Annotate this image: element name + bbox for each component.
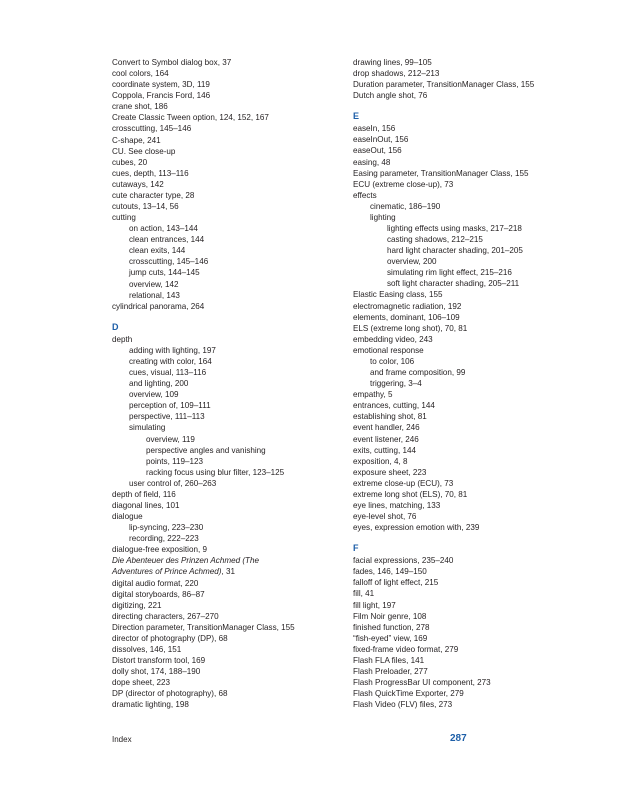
index-entry: overview, 109 bbox=[129, 390, 179, 400]
index-entry: Flash QuickTime Exporter, 279 bbox=[353, 689, 464, 699]
index-entry: exits, cutting, 144 bbox=[353, 445, 416, 455]
index-entry: Dutch angle shot, 76 bbox=[353, 91, 428, 101]
footer-section-label: Index bbox=[112, 735, 132, 744]
index-entry: extreme long shot (ELS), 70, 81 bbox=[353, 489, 468, 499]
index-entry: cutting bbox=[112, 213, 136, 223]
index-entry: facial expressions, 235–240 bbox=[353, 556, 454, 566]
index-entry: Flash FLA files, 141 bbox=[353, 655, 425, 665]
index-entry-pages: , 31 bbox=[221, 567, 235, 577]
index-entry: Elastic Easing class, 155 bbox=[353, 290, 443, 300]
index-entry: triggering, 3–4 bbox=[370, 379, 422, 389]
page-number: 287 bbox=[450, 733, 467, 744]
index-entry: elements, dominant, 106–109 bbox=[353, 312, 460, 322]
index-entry: fill, 41 bbox=[353, 589, 375, 599]
index-entry: fixed-frame video format, 279 bbox=[353, 644, 459, 654]
index-entry: exposition, 4, 8 bbox=[353, 456, 408, 466]
index-entry: falloff of light effect, 215 bbox=[353, 578, 439, 588]
index-entry: empathy, 5 bbox=[353, 390, 393, 400]
index-entry: cutouts, 13–14, 56 bbox=[112, 202, 179, 212]
index-entry: finished function, 278 bbox=[353, 622, 430, 632]
index-entry: Easing parameter, TransitionManager Class, 155 bbox=[353, 168, 529, 178]
section-letter: E bbox=[353, 111, 360, 122]
index-entry: fades, 146, 149–150 bbox=[353, 567, 427, 577]
index-entry: overview, 119 bbox=[146, 434, 195, 444]
index-entry: cylindrical panorama, 264 bbox=[112, 301, 205, 311]
index-entry: clean entrances, 144 bbox=[129, 235, 205, 245]
index-entry: diagonal lines, 101 bbox=[112, 500, 180, 510]
index-entry: to color, 106 bbox=[370, 356, 415, 366]
index-entry: eye lines, matching, 133 bbox=[353, 500, 441, 510]
index-entry: lighting effects using masks, 217–218 bbox=[387, 224, 522, 234]
index-entry: user control of, 260–263 bbox=[129, 478, 217, 488]
index-entry: cues, depth, 113–116 bbox=[112, 168, 189, 178]
index-entry-title: Adventures of Prince Achmed) bbox=[112, 567, 222, 577]
index-entry: jump cuts, 144–145 bbox=[129, 268, 200, 278]
index-entry: eyes, expression emotion with, 239 bbox=[353, 523, 480, 533]
index-column-left bbox=[112, 57, 342, 710]
index-entry: cubes, 20 bbox=[112, 157, 148, 167]
index-entry: Convert to Symbol dialog box, 37 bbox=[112, 58, 232, 67]
index-entry: dialogue-free exposition, 9 bbox=[112, 545, 207, 555]
index-entry: event listener, 246 bbox=[353, 434, 419, 444]
index-entry: casting shadows, 212–215 bbox=[387, 235, 483, 245]
index-entry: Flash Preloader, 277 bbox=[353, 666, 428, 676]
index-entry: soft light character shading, 205–211 bbox=[387, 279, 520, 289]
index-entry: easeInOut, 156 bbox=[353, 135, 409, 145]
index-entry: and lighting, 200 bbox=[129, 379, 189, 389]
index-column-right bbox=[353, 57, 578, 710]
index-entry: Flash ProgressBar UI component, 273 bbox=[353, 678, 491, 688]
index-entry bbox=[112, 566, 342, 577]
index-entry: Duration parameter, TransitionManager Class, 155 bbox=[353, 80, 535, 90]
index-entry: directing characters, 267–270 bbox=[112, 611, 219, 621]
index-entry: on action, 143–144 bbox=[129, 224, 198, 234]
index-entry: depth of field, 116 bbox=[112, 489, 176, 499]
index-entry: cues, visual, 113–116 bbox=[129, 368, 207, 378]
index-entry: perspective, 111–113 bbox=[129, 412, 205, 422]
index-entry: creating with color, 164 bbox=[129, 356, 212, 366]
index-entry: cinematic, 186–190 bbox=[370, 201, 441, 211]
index-entry: drawing lines, 99–105 bbox=[353, 58, 432, 67]
index-entry: perception of, 109–111 bbox=[129, 401, 211, 411]
index-entry: exposure sheet, 223 bbox=[353, 467, 427, 477]
index-entry: extreme close-up (ECU), 73 bbox=[353, 478, 454, 488]
index-entry: hard light character shading, 201–205 bbox=[387, 246, 523, 256]
index-entry: drop shadows, 212–213 bbox=[353, 69, 440, 79]
index-entry: Film Noir genre, 108 bbox=[353, 611, 427, 621]
index-entry: eye-level shot, 76 bbox=[353, 512, 417, 522]
index-entry: perspective angles and vanishing bbox=[146, 445, 266, 455]
index-entry-title: Die Abenteuer des Prinzen Achmed (The bbox=[112, 556, 259, 566]
index-entry: “fish-eyed” view, 169 bbox=[353, 633, 428, 643]
index-entry: dramatic lighting, 198 bbox=[112, 700, 189, 710]
index-entry: Coppola, Francis Ford, 146 bbox=[112, 91, 211, 101]
index-entry: dolly shot, 174, 188–190 bbox=[112, 667, 201, 677]
index-entry: event handler, 246 bbox=[353, 423, 420, 433]
index-entry: ELS (extreme long shot), 70, 81 bbox=[353, 323, 468, 333]
index-entry: lip-syncing, 223–230 bbox=[129, 523, 204, 533]
index-entry: digitizing, 221 bbox=[112, 600, 162, 610]
index-entry: cool colors, 164 bbox=[112, 69, 169, 79]
index-entry: effects bbox=[353, 190, 377, 200]
index-entry: crosscutting, 145–146 bbox=[112, 124, 192, 134]
index-entry: racking focus using blur filter, 123–125 bbox=[146, 467, 285, 477]
index-entry: and frame composition, 99 bbox=[370, 368, 466, 378]
index-entry: coordinate system, 3D, 119 bbox=[112, 80, 210, 90]
index-entry: Create Classic Tween option, 124, 152, 167 bbox=[112, 113, 269, 123]
index-entry: director of photography (DP), 68 bbox=[112, 633, 228, 643]
index-entry: lighting bbox=[370, 212, 396, 222]
index-entry: ECU (extreme close-up), 73 bbox=[353, 179, 454, 189]
index-entry: easing, 48 bbox=[353, 157, 391, 167]
index-entry: easeIn, 156 bbox=[353, 124, 396, 134]
index-entry: depth bbox=[112, 334, 133, 344]
index-entry: points, 119–123 bbox=[146, 456, 204, 466]
index-entry: C-shape, 241 bbox=[112, 135, 161, 145]
index-entry: simulating rim light effect, 215–216 bbox=[387, 268, 512, 278]
index-entry: dialogue bbox=[112, 512, 143, 522]
index-entry bbox=[112, 555, 342, 566]
index-entry: CU. See close-up bbox=[112, 146, 176, 156]
index-entry: embedding video, 243 bbox=[353, 334, 433, 344]
index-entry: cute character type, 28 bbox=[112, 190, 195, 200]
index-entry: crane shot, 186 bbox=[112, 102, 168, 112]
index-entry: Direction parameter, TransitionManager Class, 155 bbox=[112, 622, 295, 632]
index-entry: easeOut, 156 bbox=[353, 146, 402, 156]
index-entry: recording, 222–223 bbox=[129, 534, 199, 544]
index-entry: adding with lighting, 197 bbox=[129, 345, 216, 355]
index-entry: clean exits, 144 bbox=[129, 246, 186, 256]
index-entry: crosscutting, 145–146 bbox=[129, 257, 209, 267]
index-entry: emotional response bbox=[353, 345, 424, 355]
index-entry: digital audio format, 220 bbox=[112, 578, 199, 588]
index-entry: cutaways, 142 bbox=[112, 179, 164, 189]
index-entry: dope sheet, 223 bbox=[112, 678, 171, 688]
index-entry: Distort transform tool, 169 bbox=[112, 656, 206, 666]
section-letter: F bbox=[353, 543, 359, 554]
section-letter: D bbox=[112, 321, 119, 332]
index-entry: fill light, 197 bbox=[353, 600, 396, 610]
index-entry: DP (director of photography), 68 bbox=[112, 689, 228, 699]
index-entry: entrances, cutting, 144 bbox=[353, 401, 435, 411]
index-entry: establishing shot, 81 bbox=[353, 412, 427, 422]
index-entry: dissolves, 146, 151 bbox=[112, 644, 182, 654]
index-entry: Flash Video (FLV) files, 273 bbox=[353, 700, 453, 710]
index-entry: overview, 200 bbox=[387, 257, 437, 267]
index-entry: overview, 142 bbox=[129, 279, 179, 289]
index-entry: simulating bbox=[129, 423, 166, 433]
index-entry: relational, 143 bbox=[129, 290, 180, 300]
index-entry: electromagnetic radiation, 192 bbox=[353, 301, 462, 311]
index-entry: digital storyboards, 86–87 bbox=[112, 589, 205, 599]
